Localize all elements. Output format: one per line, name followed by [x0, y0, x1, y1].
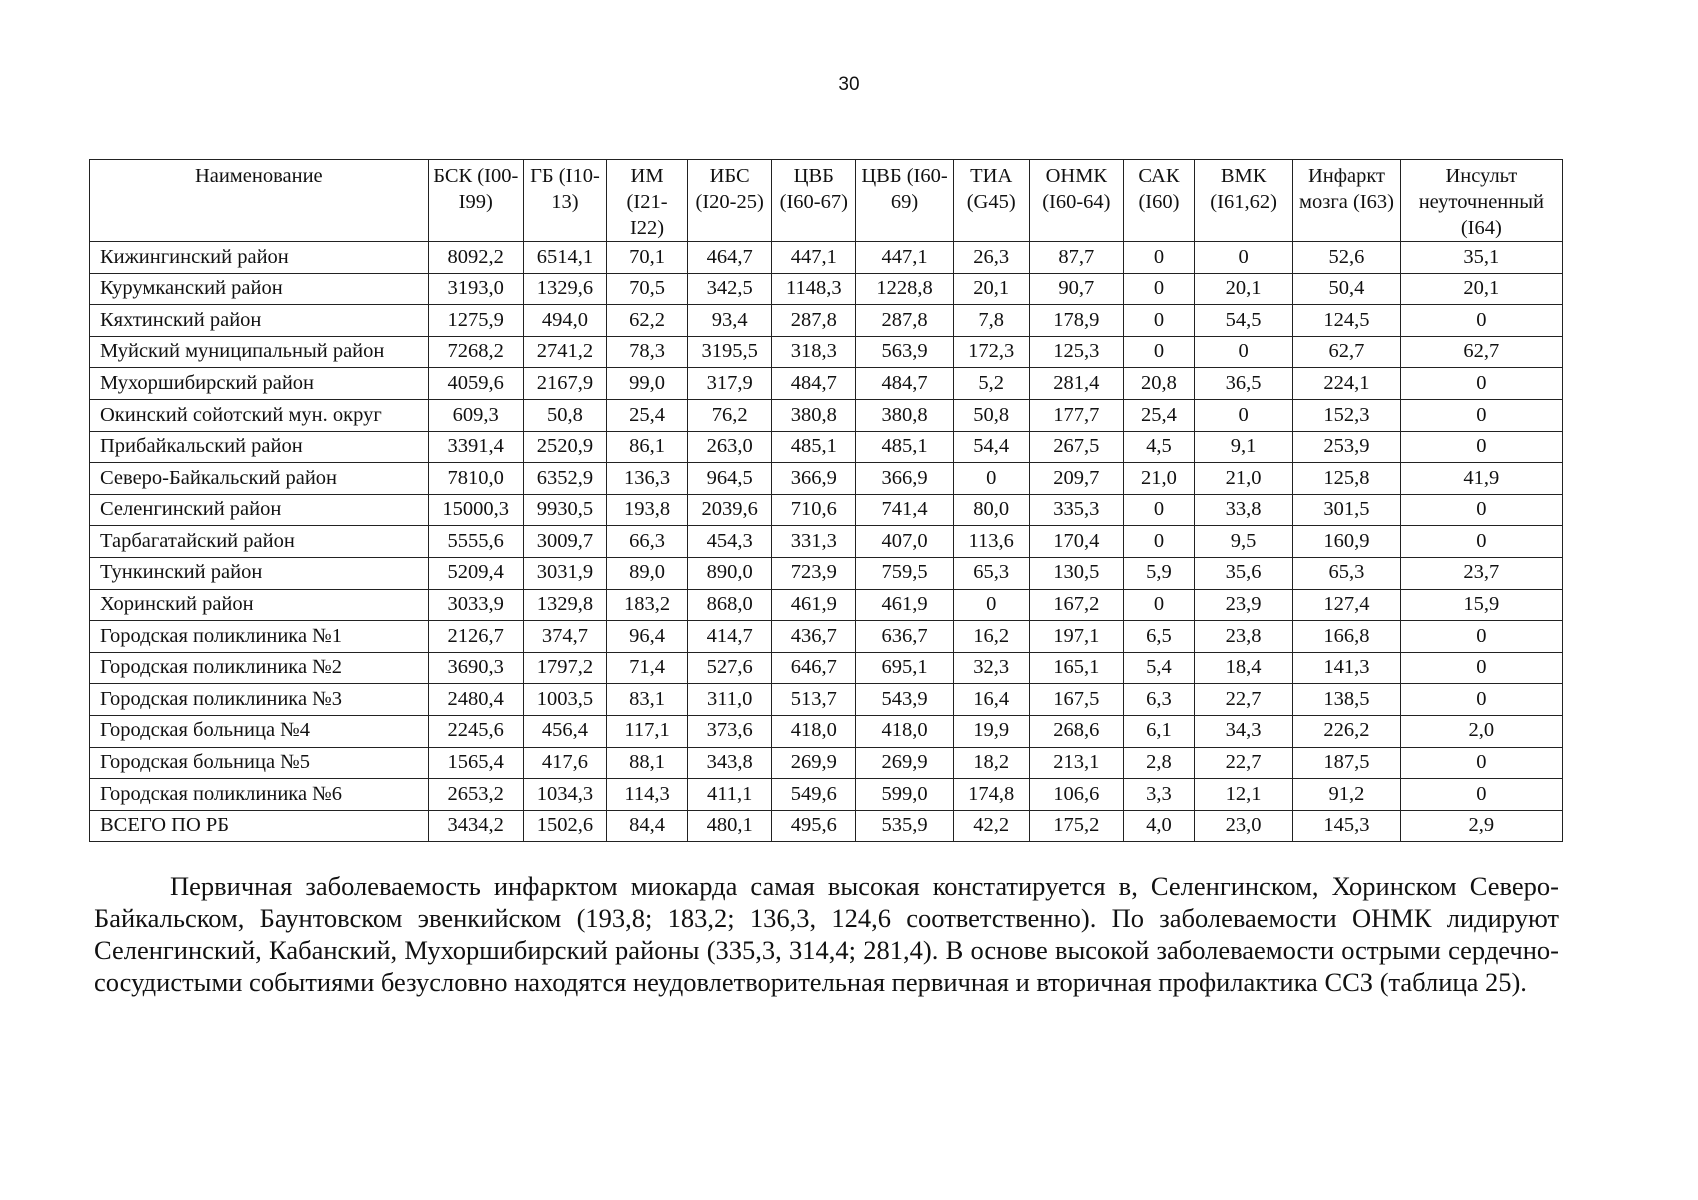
value-cell: 26,3 — [953, 242, 1029, 274]
value-cell: 50,8 — [523, 399, 606, 431]
value-cell: 20,1 — [1400, 273, 1562, 305]
value-cell: 127,4 — [1293, 589, 1400, 621]
row-name-cell: Городская поликлиника №1 — [90, 621, 429, 653]
row-name-cell: Северо-Байкальский район — [90, 463, 429, 495]
value-cell: 33,8 — [1194, 494, 1292, 526]
row-name-cell: Тункинский район — [90, 557, 429, 589]
value-cell: 16,2 — [953, 621, 1029, 653]
value-cell: 759,5 — [856, 557, 953, 589]
value-cell: 23,0 — [1194, 810, 1292, 842]
value-cell: 436,7 — [772, 621, 856, 653]
value-cell: 3009,7 — [523, 526, 606, 558]
row-name-cell: Городская поликлиника №3 — [90, 684, 429, 716]
page-number: 30 — [838, 74, 860, 95]
value-cell: 177,7 — [1029, 399, 1123, 431]
value-cell: 464,7 — [688, 242, 772, 274]
value-cell: 454,3 — [688, 526, 772, 558]
value-cell: 0 — [1123, 526, 1194, 558]
value-cell: 2245,6 — [428, 715, 523, 747]
value-cell: 599,0 — [856, 779, 953, 811]
value-cell: 145,3 — [1293, 810, 1400, 842]
table-row — [90, 399, 1563, 431]
value-cell: 34,3 — [1194, 715, 1292, 747]
value-cell: 7810,0 — [428, 463, 523, 495]
value-cell: 7,8 — [953, 305, 1029, 337]
column-header: БСК (I00-I99) — [428, 160, 523, 242]
value-cell: 3690,3 — [428, 652, 523, 684]
value-cell: 15000,3 — [428, 494, 523, 526]
value-cell: 106,6 — [1029, 779, 1123, 811]
value-cell: 447,1 — [856, 242, 953, 274]
value-cell: 6,3 — [1123, 684, 1194, 716]
table-row — [90, 368, 1563, 400]
value-cell: 2,0 — [1400, 715, 1562, 747]
value-cell: 138,5 — [1293, 684, 1400, 716]
value-cell: 165,1 — [1029, 652, 1123, 684]
value-cell: 0 — [1400, 399, 1562, 431]
value-cell: 174,8 — [953, 779, 1029, 811]
value-cell: 3033,9 — [428, 589, 523, 621]
value-cell: 6,1 — [1123, 715, 1194, 747]
value-cell: 15,9 — [1400, 589, 1562, 621]
value-cell: 54,5 — [1194, 305, 1292, 337]
value-cell: 0 — [1123, 589, 1194, 621]
value-cell: 35,1 — [1400, 242, 1562, 274]
value-cell: 287,8 — [772, 305, 856, 337]
value-cell: 417,6 — [523, 747, 606, 779]
value-cell: 269,9 — [856, 747, 953, 779]
value-cell: 22,7 — [1194, 684, 1292, 716]
value-cell: 890,0 — [688, 557, 772, 589]
value-cell: 167,2 — [1029, 589, 1123, 621]
value-cell: 152,3 — [1293, 399, 1400, 431]
table-row — [90, 621, 1563, 653]
value-cell: 117,1 — [607, 715, 688, 747]
value-cell: 366,9 — [856, 463, 953, 495]
value-cell: 0 — [1400, 431, 1562, 463]
value-cell: 20,1 — [953, 273, 1029, 305]
value-cell: 636,7 — [856, 621, 953, 653]
row-name-cell: Кяхтинский район — [90, 305, 429, 337]
value-cell: 0 — [1400, 526, 1562, 558]
value-cell: 3391,4 — [428, 431, 523, 463]
value-cell: 21,0 — [1194, 463, 1292, 495]
value-cell: 62,2 — [607, 305, 688, 337]
row-name-cell: ВСЕГО ПО РБ — [90, 810, 429, 842]
value-cell: 89,0 — [607, 557, 688, 589]
value-cell: 0 — [1123, 273, 1194, 305]
value-cell: 374,7 — [523, 621, 606, 653]
value-cell: 964,5 — [688, 463, 772, 495]
value-cell: 35,6 — [1194, 557, 1292, 589]
table-row — [90, 715, 1563, 747]
value-cell: 527,6 — [688, 652, 772, 684]
value-cell: 0 — [1400, 494, 1562, 526]
value-cell: 380,8 — [856, 399, 953, 431]
value-cell: 414,7 — [688, 621, 772, 653]
value-cell: 99,0 — [607, 368, 688, 400]
value-cell: 130,5 — [1029, 557, 1123, 589]
value-cell: 50,8 — [953, 399, 1029, 431]
value-cell: 0 — [1400, 747, 1562, 779]
value-cell: 0 — [1123, 242, 1194, 274]
value-cell: 21,0 — [1123, 463, 1194, 495]
value-cell: 65,3 — [953, 557, 1029, 589]
value-cell: 18,2 — [953, 747, 1029, 779]
value-cell: 3,3 — [1123, 779, 1194, 811]
value-cell: 52,6 — [1293, 242, 1400, 274]
value-cell: 418,0 — [772, 715, 856, 747]
value-cell: 213,1 — [1029, 747, 1123, 779]
value-cell: 19,9 — [953, 715, 1029, 747]
value-cell: 25,4 — [1123, 399, 1194, 431]
value-cell: 9,1 — [1194, 431, 1292, 463]
value-cell: 124,5 — [1293, 305, 1400, 337]
value-cell: 741,4 — [856, 494, 953, 526]
value-cell: 2167,9 — [523, 368, 606, 400]
value-cell: 2741,2 — [523, 336, 606, 368]
value-cell: 23,8 — [1194, 621, 1292, 653]
value-cell: 71,4 — [607, 652, 688, 684]
value-cell: 2126,7 — [428, 621, 523, 653]
value-cell: 1329,8 — [523, 589, 606, 621]
value-cell: 0 — [1400, 652, 1562, 684]
table-row — [90, 431, 1563, 463]
value-cell: 175,2 — [1029, 810, 1123, 842]
value-cell: 343,8 — [688, 747, 772, 779]
row-name-cell: Селенгинский район — [90, 494, 429, 526]
column-header: ИБС (I20-25) — [688, 160, 772, 242]
column-header: Инсульт неуточненный (I64) — [1400, 160, 1562, 242]
value-cell: 0 — [953, 589, 1029, 621]
value-cell: 563,9 — [856, 336, 953, 368]
row-name-cell: Городская поликлиника №2 — [90, 652, 429, 684]
table-row — [90, 810, 1563, 842]
value-cell: 269,9 — [772, 747, 856, 779]
table-row — [90, 557, 1563, 589]
column-header: Инфаркт мозга (I63) — [1293, 160, 1400, 242]
value-cell: 167,5 — [1029, 684, 1123, 716]
row-name-cell: Окинский сойотский мун. округ — [90, 399, 429, 431]
value-cell: 723,9 — [772, 557, 856, 589]
table-row — [90, 305, 1563, 337]
value-cell: 66,3 — [607, 526, 688, 558]
value-cell: 0 — [1123, 494, 1194, 526]
value-cell: 6,5 — [1123, 621, 1194, 653]
value-cell: 263,0 — [688, 431, 772, 463]
value-cell: 447,1 — [772, 242, 856, 274]
value-cell: 5,9 — [1123, 557, 1194, 589]
value-cell: 0 — [1194, 242, 1292, 274]
row-name-cell: Курумканский район — [90, 273, 429, 305]
value-cell: 8092,2 — [428, 242, 523, 274]
value-cell: 25,4 — [607, 399, 688, 431]
column-header: ИМ (I21-I22) — [607, 160, 688, 242]
value-cell: 83,1 — [607, 684, 688, 716]
table-row — [90, 463, 1563, 495]
row-name-cell: Тарбагатайский район — [90, 526, 429, 558]
value-cell: 86,1 — [607, 431, 688, 463]
value-cell: 2,9 — [1400, 810, 1562, 842]
table-row — [90, 652, 1563, 684]
value-cell: 0 — [1123, 336, 1194, 368]
row-name-cell: Городская больница №4 — [90, 715, 429, 747]
summary-paragraph: Первичная заболеваемость инфарктом миокарда самая высокая констатируется в, Селенгинском, Хоринском Северо-Байкальском, Баунтовском эвенкийском (193,8; 183,2; 136,3, 124,6 соответственно). По заболеваемости ОНМК лидируют Селенгинский, Кабанский, Мухоршибирский районы (335,3, 314,4; 281,4). В основе высокой заболеваемости острыми сердечно-сосудистыми событиями безусловно находятся неудовлетворительная первичная и вторичная профилактика ССЗ (таблица 25). — [94, 871, 1559, 997]
value-cell: 1329,6 — [523, 273, 606, 305]
value-cell: 96,4 — [607, 621, 688, 653]
value-cell: 62,7 — [1293, 336, 1400, 368]
value-cell: 0 — [1194, 399, 1292, 431]
value-cell: 311,0 — [688, 684, 772, 716]
value-cell: 90,7 — [1029, 273, 1123, 305]
value-cell: 318,3 — [772, 336, 856, 368]
value-cell: 335,3 — [1029, 494, 1123, 526]
value-cell: 3031,9 — [523, 557, 606, 589]
value-cell: 9,5 — [1194, 526, 1292, 558]
column-header: ТИА (G45) — [953, 160, 1029, 242]
table-header-row — [90, 160, 1563, 242]
value-cell: 0 — [1400, 621, 1562, 653]
value-cell: 253,9 — [1293, 431, 1400, 463]
value-cell: 78,3 — [607, 336, 688, 368]
value-cell: 2,8 — [1123, 747, 1194, 779]
value-cell: 87,7 — [1029, 242, 1123, 274]
value-cell: 160,9 — [1293, 526, 1400, 558]
table-row — [90, 336, 1563, 368]
value-cell: 380,8 — [772, 399, 856, 431]
value-cell: 2480,4 — [428, 684, 523, 716]
value-cell: 456,4 — [523, 715, 606, 747]
value-cell: 484,7 — [856, 368, 953, 400]
value-cell: 5555,6 — [428, 526, 523, 558]
value-cell: 0 — [1400, 779, 1562, 811]
value-cell: 5209,4 — [428, 557, 523, 589]
value-cell: 23,7 — [1400, 557, 1562, 589]
value-cell: 36,5 — [1194, 368, 1292, 400]
value-cell: 172,3 — [953, 336, 1029, 368]
value-cell: 3193,0 — [428, 273, 523, 305]
value-cell: 281,4 — [1029, 368, 1123, 400]
value-cell: 1003,5 — [523, 684, 606, 716]
value-cell: 268,6 — [1029, 715, 1123, 747]
table-row — [90, 589, 1563, 621]
value-cell: 317,9 — [688, 368, 772, 400]
value-cell: 0 — [1400, 368, 1562, 400]
value-cell: 407,0 — [856, 526, 953, 558]
value-cell: 18,4 — [1194, 652, 1292, 684]
table-body — [90, 242, 1563, 842]
value-cell: 6514,1 — [523, 242, 606, 274]
value-cell: 1228,8 — [856, 273, 953, 305]
table-row — [90, 242, 1563, 274]
value-cell: 50,4 — [1293, 273, 1400, 305]
value-cell: 461,9 — [772, 589, 856, 621]
value-cell: 4,0 — [1123, 810, 1194, 842]
value-cell: 41,9 — [1400, 463, 1562, 495]
column-header: САК (I60) — [1123, 160, 1194, 242]
value-cell: 166,8 — [1293, 621, 1400, 653]
row-name-cell: Мухоршибирский район — [90, 368, 429, 400]
value-cell: 695,1 — [856, 652, 953, 684]
value-cell: 65,3 — [1293, 557, 1400, 589]
value-cell: 88,1 — [607, 747, 688, 779]
value-cell: 62,7 — [1400, 336, 1562, 368]
value-cell: 535,9 — [856, 810, 953, 842]
value-cell: 495,6 — [772, 810, 856, 842]
value-cell: 485,1 — [856, 431, 953, 463]
value-cell: 70,1 — [607, 242, 688, 274]
value-cell: 373,6 — [688, 715, 772, 747]
value-cell: 16,4 — [953, 684, 1029, 716]
value-cell: 366,9 — [772, 463, 856, 495]
value-cell: 3434,2 — [428, 810, 523, 842]
value-cell: 1034,3 — [523, 779, 606, 811]
value-cell: 5,4 — [1123, 652, 1194, 684]
value-cell: 2039,6 — [688, 494, 772, 526]
value-cell: 23,9 — [1194, 589, 1292, 621]
value-cell: 331,3 — [772, 526, 856, 558]
value-cell: 125,3 — [1029, 336, 1123, 368]
value-cell: 197,1 — [1029, 621, 1123, 653]
value-cell: 22,7 — [1194, 747, 1292, 779]
row-name-cell: Городская поликлиника №6 — [90, 779, 429, 811]
value-cell: 183,2 — [607, 589, 688, 621]
value-cell: 411,1 — [688, 779, 772, 811]
value-cell: 480,1 — [688, 810, 772, 842]
value-cell: 1565,4 — [428, 747, 523, 779]
value-cell: 646,7 — [772, 652, 856, 684]
value-cell: 84,4 — [607, 810, 688, 842]
row-name-cell: Прибайкальский район — [90, 431, 429, 463]
value-cell: 0 — [1123, 305, 1194, 337]
value-cell: 484,7 — [772, 368, 856, 400]
row-name-cell: Городская больница №5 — [90, 747, 429, 779]
column-header: ЦВБ (I60-69) — [856, 160, 953, 242]
value-cell: 549,6 — [772, 779, 856, 811]
value-cell: 494,0 — [523, 305, 606, 337]
value-cell: 9930,5 — [523, 494, 606, 526]
column-header: ЦВБ (I60-67) — [772, 160, 856, 242]
value-cell: 4059,6 — [428, 368, 523, 400]
value-cell: 70,5 — [607, 273, 688, 305]
value-cell: 170,4 — [1029, 526, 1123, 558]
value-cell: 868,0 — [688, 589, 772, 621]
value-cell: 193,8 — [607, 494, 688, 526]
value-cell: 42,2 — [953, 810, 1029, 842]
value-cell: 5,2 — [953, 368, 1029, 400]
row-name-cell: Хоринский район — [90, 589, 429, 621]
value-cell: 513,7 — [772, 684, 856, 716]
value-cell: 543,9 — [856, 684, 953, 716]
table-row — [90, 747, 1563, 779]
value-cell: 141,3 — [1293, 652, 1400, 684]
value-cell: 485,1 — [772, 431, 856, 463]
value-cell: 80,0 — [953, 494, 1029, 526]
value-cell: 113,6 — [953, 526, 1029, 558]
table-row — [90, 779, 1563, 811]
value-cell: 7268,2 — [428, 336, 523, 368]
table-row — [90, 273, 1563, 305]
value-cell: 1797,2 — [523, 652, 606, 684]
value-cell: 20,8 — [1123, 368, 1194, 400]
value-cell: 0 — [953, 463, 1029, 495]
value-cell: 1148,3 — [772, 273, 856, 305]
value-cell: 54,4 — [953, 431, 1029, 463]
value-cell: 461,9 — [856, 589, 953, 621]
value-cell: 301,5 — [1293, 494, 1400, 526]
value-cell: 136,3 — [607, 463, 688, 495]
column-header: ВМК (I61,62) — [1194, 160, 1292, 242]
value-cell: 226,2 — [1293, 715, 1400, 747]
row-name-cell: Муйский муниципальный район — [90, 336, 429, 368]
value-cell: 4,5 — [1123, 431, 1194, 463]
value-cell: 0 — [1400, 305, 1562, 337]
value-cell: 20,1 — [1194, 273, 1292, 305]
value-cell: 2653,2 — [428, 779, 523, 811]
value-cell: 2520,9 — [523, 431, 606, 463]
table-row — [90, 526, 1563, 558]
value-cell: 93,4 — [688, 305, 772, 337]
value-cell: 91,2 — [1293, 779, 1400, 811]
value-cell: 209,7 — [1029, 463, 1123, 495]
value-cell: 187,5 — [1293, 747, 1400, 779]
value-cell: 342,5 — [688, 273, 772, 305]
value-cell: 6352,9 — [523, 463, 606, 495]
value-cell: 287,8 — [856, 305, 953, 337]
value-cell: 224,1 — [1293, 368, 1400, 400]
value-cell: 0 — [1400, 684, 1562, 716]
incidence-table — [89, 159, 1563, 842]
value-cell: 267,5 — [1029, 431, 1123, 463]
value-cell: 76,2 — [688, 399, 772, 431]
value-cell: 12,1 — [1194, 779, 1292, 811]
value-cell: 710,6 — [772, 494, 856, 526]
value-cell: 3195,5 — [688, 336, 772, 368]
table-row — [90, 684, 1563, 716]
column-header: ОНМК (I60-64) — [1029, 160, 1123, 242]
value-cell: 418,0 — [856, 715, 953, 747]
column-header: Наименование — [90, 160, 429, 242]
column-header: ГБ (I10-13) — [523, 160, 606, 242]
value-cell: 0 — [1194, 336, 1292, 368]
value-cell: 1502,6 — [523, 810, 606, 842]
value-cell: 114,3 — [607, 779, 688, 811]
value-cell: 125,8 — [1293, 463, 1400, 495]
row-name-cell: Кижингинский район — [90, 242, 429, 274]
value-cell: 32,3 — [953, 652, 1029, 684]
value-cell: 1275,9 — [428, 305, 523, 337]
value-cell: 609,3 — [428, 399, 523, 431]
value-cell: 178,9 — [1029, 305, 1123, 337]
table-row — [90, 494, 1563, 526]
